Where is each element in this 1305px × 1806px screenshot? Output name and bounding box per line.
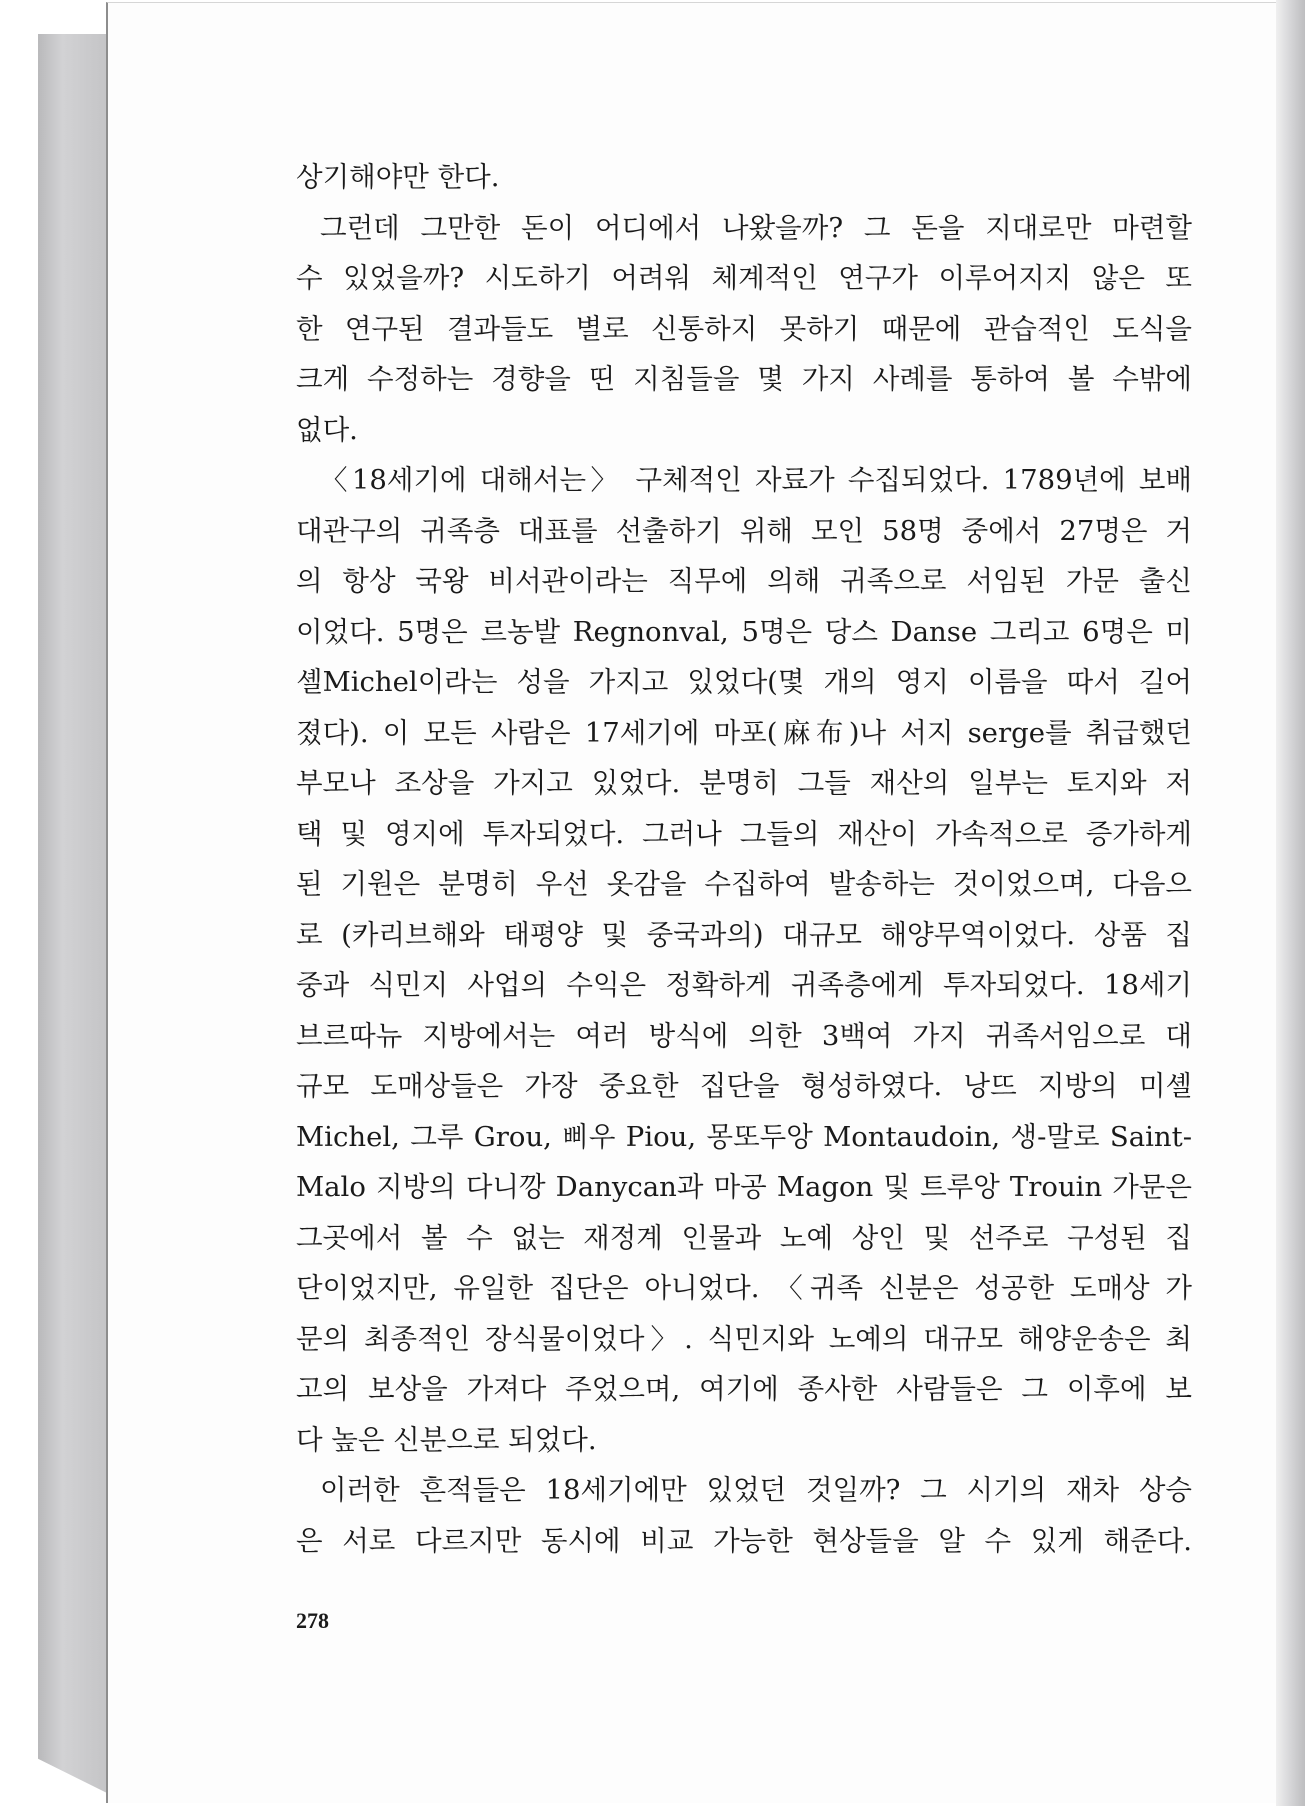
text-line: 그곳에서 볼 수 없는 재정계 인물과 노예 상인 및 선주로 구성된 집	[296, 1221, 1192, 1254]
text-line: Malo 지방의 다니깡 Danycan과 마공 Magon 및 트루앙 Trouin 가문은	[296, 1171, 1192, 1203]
text-line: 된 기원은 분명히 우선 옷감을 수집하여 발송하는 것이었으며, 다음으	[296, 868, 1192, 900]
text-line: 그런데 그만한 돈이 어디에서 나왔을까? 그 돈을 지대로만 마련할	[320, 211, 1192, 244]
text-line: 의 항상 국왕 비서관이라는 직무에 의해 귀족으로 서임된 가문 출신	[296, 565, 1192, 597]
book-spine	[38, 34, 109, 1794]
text-line: 이러한 흔적들은 18세기에만 있었던 것일까? 그 시기의 재차 상승	[320, 1474, 1192, 1506]
text-line: 브르따뉴 지방에서는 여러 방식에 의한 3백여 가지 귀족서임으로 대	[296, 1019, 1192, 1052]
text-line: 〈18세기에 대해서는〉 구체적인 자료가 수집되었다. 1789년에 보배	[320, 464, 1192, 496]
text-line: 수 있었을까? 시도하기 어려워 체계적인 연구가 이루어지지 않은 또	[296, 262, 1192, 294]
text-line: 졌다). 이 모든 사람은 17세기에 마포(麻布)나 서지 serge를 취급했던	[296, 716, 1192, 749]
text-line: 은 서로 다르지만 동시에 비교 가능한 현상들을 알 수 있게 해준다.	[296, 1524, 1193, 1557]
text-line: 중과 식민지 사업의 수익은 정확하게 귀족층에게 투자되었다. 18세기	[296, 969, 1192, 1001]
page-number: 278	[296, 1608, 329, 1633]
text-line: 다 높은 신분으로 되었다.	[296, 1423, 597, 1456]
text-line: 고의 보상을 가져다 주었으며, 여기에 종사한 사람들은 그 이후에 보	[296, 1373, 1192, 1405]
text-line: 이었다. 5명은 르농발 Regnonval, 5명은 당스 Danse 그리고 6명은 미	[296, 615, 1192, 648]
text-line: 택 및 영지에 투자되었다. 그러나 그들의 재산이 가속적으로 증가하게	[296, 817, 1192, 850]
text-line: Michel, 그루 Grou, 삐우 Piou, 몽또두앙 Montaudoin, 생-말로 Saint-	[296, 1120, 1192, 1153]
book-page-edge	[1276, 0, 1305, 1806]
text-line: 셸Michel이라는 성을 가지고 있었다(몇 개의 영지 이름을 따서 길어	[296, 666, 1192, 698]
text-line: 부모나 조상을 가지고 있었다. 분명히 그들 재산의 일부는 토지와 저	[296, 767, 1192, 799]
text-line: 로 (카리브해와 태평양 및 중국과의) 대규모 해양무역이었다. 상품 집	[296, 918, 1192, 951]
text-line: 대관구의 귀족층 대표를 선출하기 위해 모인 58명 중에서 27명은 거	[296, 514, 1192, 547]
body-text	[296, 152, 1192, 1566]
text-line: 문의 최종적인 장식물이었다〉. 식민지와 노예의 대규모 해양운송은 최	[296, 1322, 1192, 1355]
text-line: 규모 도매상들은 가장 중요한 집단을 형성하였다. 낭뜨 지방의 미셸	[296, 1070, 1192, 1102]
text-line: 한 연구된 결과들도 별로 신통하지 못하기 때문에 관습적인 도식을	[296, 312, 1192, 345]
text-line: 단이었지만, 유일한 집단은 아니었다. 〈귀족 신분은 성공한 도매상 가	[296, 1272, 1192, 1304]
text-line: 크게 수정하는 경향을 띤 지침들을 몇 가지 사례를 통하여 볼 수밖에	[296, 363, 1192, 395]
text-line: 없다.	[296, 413, 358, 446]
text-line: 상기해야만 한다.	[296, 161, 500, 193]
